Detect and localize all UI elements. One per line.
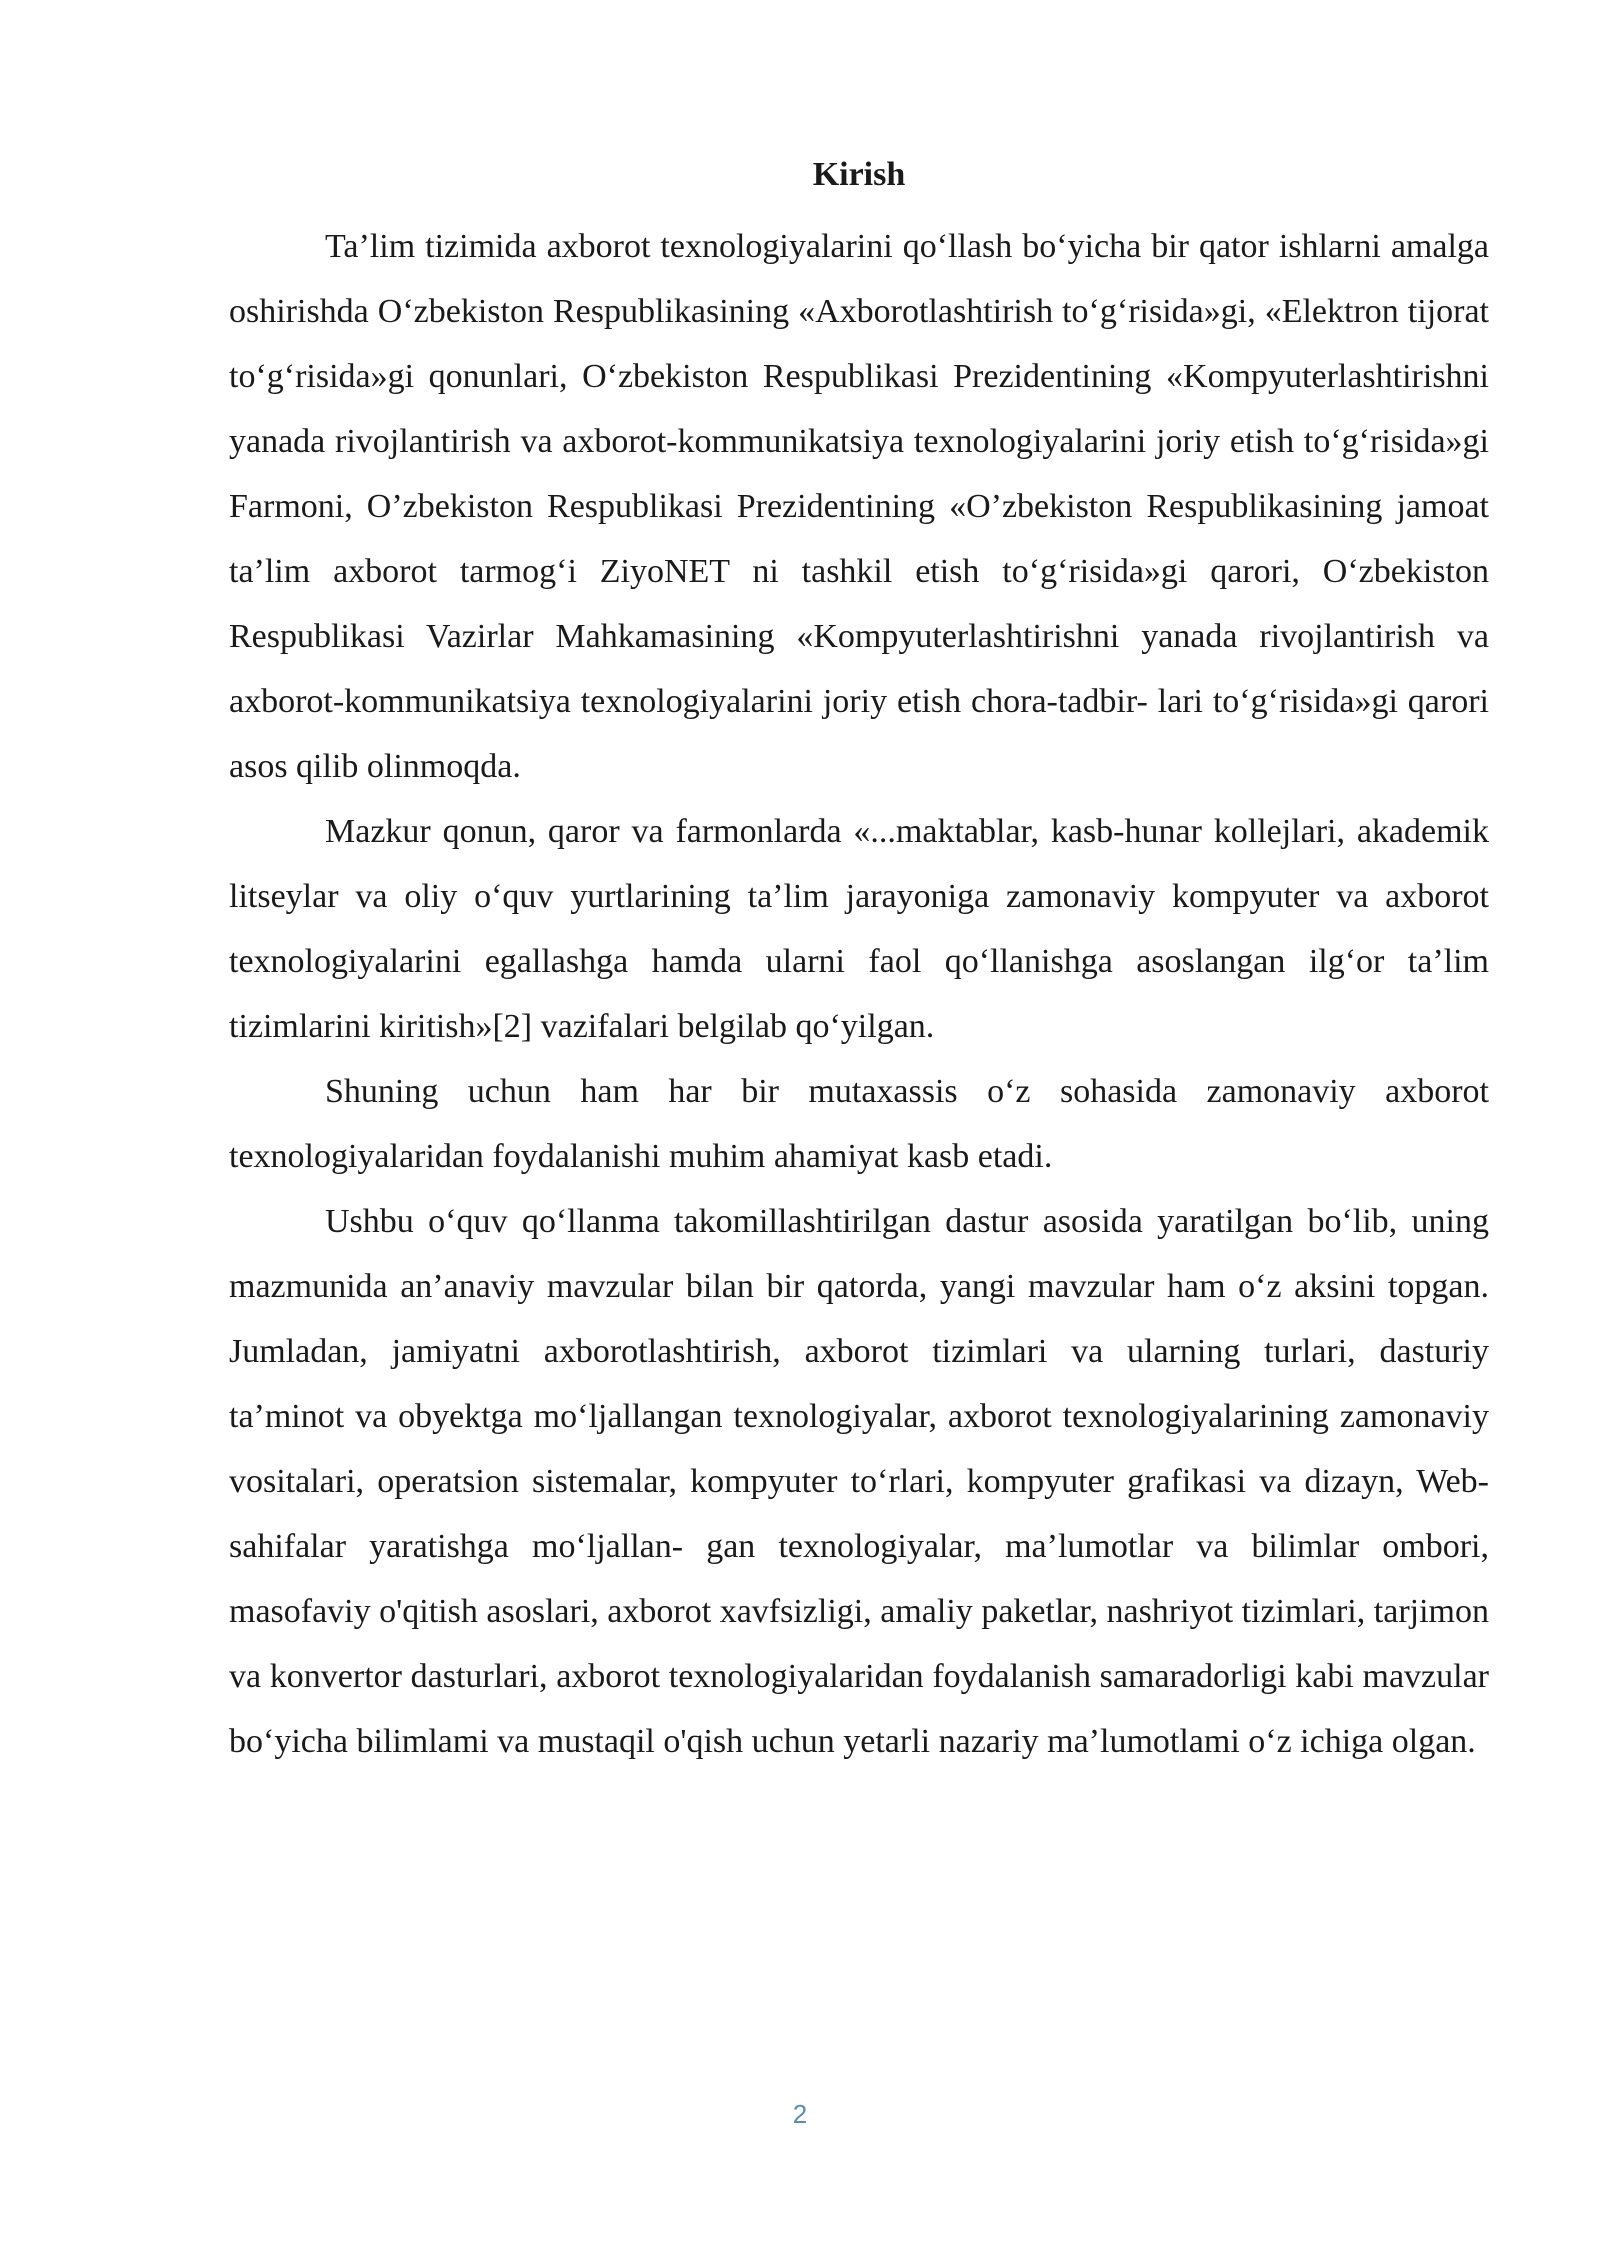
paragraph-2: Mazkur qonun, qaror va farmonlarda «...maktablar, kasb-hunar kollejlari, akademik litseylar va oliy o‘quv yurtlarining ta’lim jarayoniga zamonaviy kompyuter va axborot texnologiyalarini egallashga hamda ularni faol qo‘llanishga asoslangan ilg‘or ta’lim tizimlarini kiritish»[2] vazifalari belgilab qo‘yilgan. [229, 813, 1489, 1045]
page-number: 2 [792, 2099, 808, 2129]
paragraph-4: Ushbu o‘quv qo‘llanma takomillashtirilgan dastur asosida yaratilgan bo‘lib, uning mazmunida an’anaviy mavzular bilan bir qatorda, yangi mavzular ham o‘z aksini topgan. Jumladan, jamiyatni axborotlashtirish, axborot tizimlari va ularning turlari, dasturiy ta’minot va obyektga mo‘ljallangan texnologiyalar, axborot texnologiyalarining zamonaviy vositalari, operatsion sistemalar, kompyuter to‘rlari, kompyuter grafikasi va dizayn, Web-sahifalar yaratishga mo‘ljallan- gan texnologiyalar, ma’lumotlar va bilimlar ombori, masofaviy o'qitish asoslari, axborot xavfsizligi, amaliy paketlar, nashriyot tizimlari, tarjimon va konvertor dasturlari, axborot texnologiyalaridan foydalanish samaradorligi kabi mavzular bo‘yicha bilimlami va mustaqil o'qish uchun yetarli nazariy ma’lumotlami o‘z ichiga olgan. [229, 1203, 1489, 1760]
document-body [229, 148, 1489, 1774]
paragraph-3: Shuning uchun ham har bir mutaxassis o‘z sohasida zamonaviy axborot texnologiyalaridan foydalanishi muhim ahamiyat kasb etadi. [229, 1073, 1489, 1175]
paragraph-1: Ta’lim tizimida axborot texnologiyalarini qo‘llash bo‘yicha bir qator ishlarni amalga oshirishda O‘zbekiston Respublikasining «Axborotlashtirish to‘g‘risida»gi, «Elektron tijorat to‘g‘risida»gi qonunlari, O‘zbekiston Respublikasi Prezidentining «Kompyuterlashtirishni yanada rivojlantirish va axborot-kommunikatsiya texnologiyalarini joriy etish to‘g‘risida»gi Farmoni, O’zbekiston Respublikasi Prezidentining «O’zbekiston Respublikasining jamoat ta’lim axborot tarmog‘i ZiyoNET ni tashkil etish to‘g‘risida»gi qarori, O‘zbekiston Respublikasi Vazirlar Mahkamasining «Kompyuterlashtirishni yanada rivojlantirish va axborot-kommunikatsiya texnologiyalarini joriy etish chora-tadbir- lari to‘g‘risida»gi qarori asos qilib olinmoqda. [229, 228, 1489, 785]
section-title: Kirish [812, 156, 906, 193]
